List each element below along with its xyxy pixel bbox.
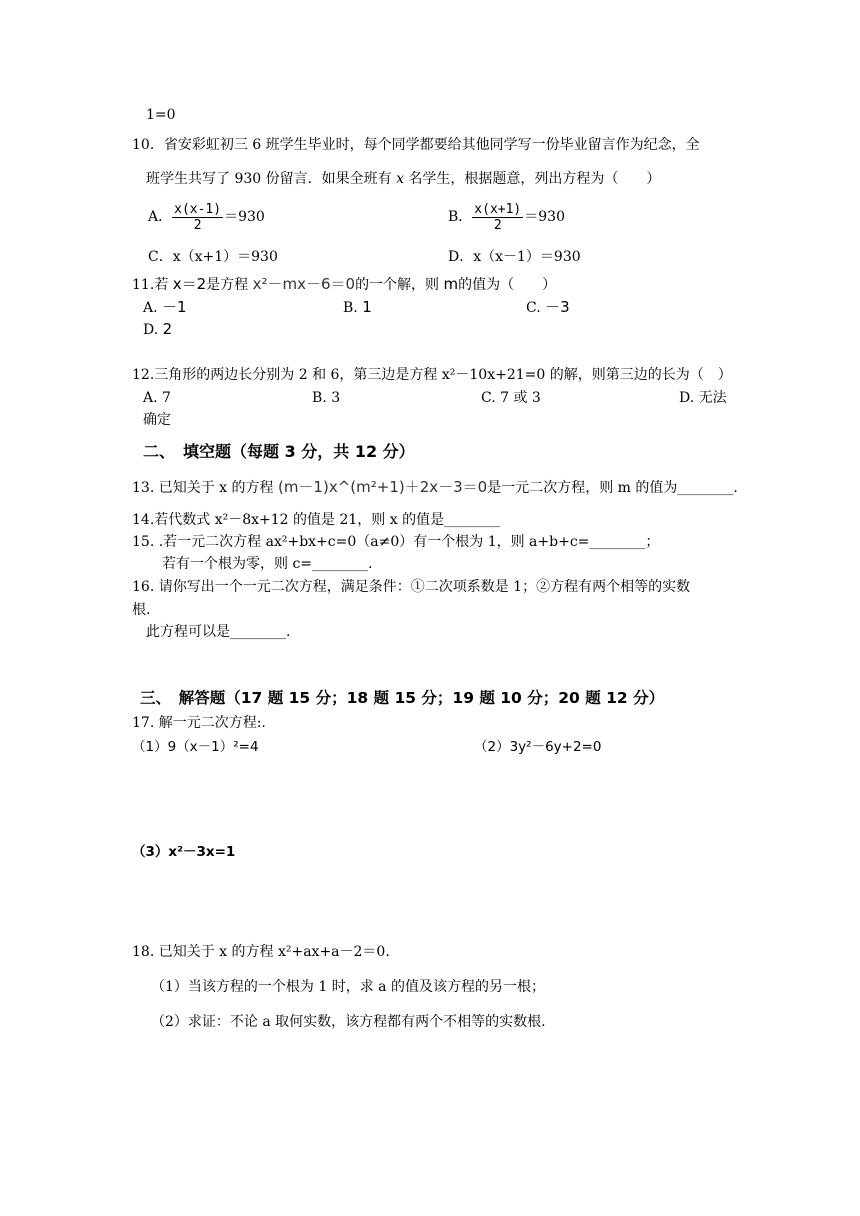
q10-option-b-label: B． (448, 209, 473, 225)
q10-option-b (448, 200, 565, 234)
q11-text-4: 的值为（ ） (458, 277, 557, 293)
section-three-heading: 三、 解答题（17 题 15 分；18 题 15 分；19 题 10 分；20 题 12 分） (140, 689, 665, 707)
q11-text-3: 的一个解，则 (355, 277, 444, 293)
q17-part2: （2）3y²－6y+2=0 (474, 739, 602, 755)
q10-option-c (148, 248, 278, 266)
q11-stem (132, 275, 556, 294)
q14: 14.若代数式 x²－8x+12 的值是 21，则 x 的值是________ (132, 512, 501, 528)
q17-part3: （3）x²－3x=1 (132, 844, 236, 860)
q11-option-d-label: D. (143, 322, 159, 338)
q11-text-2: 是方程 (206, 277, 253, 293)
q16-line2: 根. (132, 602, 151, 618)
q10-stem-text-b: 名学生，根据题意，列出方程为（ ） (403, 171, 661, 187)
q10-option-b-rhs: ＝930 (524, 209, 565, 225)
q11-option-b-value: 1 (362, 298, 372, 316)
q10-option-a (148, 200, 265, 234)
q11-option-a-value: －1 (162, 298, 187, 316)
section-two-heading: 二、 填空题（每题 3 分，共 12 分） (143, 442, 415, 461)
q10-stem-text-a: 班学生共写了 930 份留言．如果全班有 (146, 171, 397, 187)
q10-option-b-denominator: 2 (493, 217, 502, 233)
q12-option-d: D. 无法 (679, 390, 727, 406)
q10-option-d-text: x（x－1）＝930 (473, 249, 581, 265)
q10-stem-line2 (146, 170, 660, 188)
q11-variable: m (443, 275, 459, 293)
q11-text-1: 11.若 (132, 277, 173, 293)
q18-stem: 18. 已知关于 x 的方程 x²+ax+a－2＝0. (132, 944, 390, 960)
q11-equation: x²－mx－6＝0 (252, 275, 356, 293)
q11-option-d (143, 320, 172, 339)
q11-option-c-value: －3 (545, 298, 570, 316)
q12-option-c: C. 7 或 3 (481, 390, 541, 406)
q10-stem-line1: 10．省安彩虹初三 6 班学生毕业时，每个同学都要给其他同学写一份毕业留言作为纪念，全 (132, 137, 700, 153)
q13-text-2: 是一元二次方程，则 m 的值为________. (487, 480, 738, 496)
q10-option-a-denominator: 2 (193, 217, 202, 233)
q16-line1: 16. 请你写出一个一元二次方程，满足条件：①二次项系数是 1；②方程有两个相等的实数 (132, 579, 691, 595)
q10-option-a-label: A． (148, 209, 173, 225)
q12-option-b: B. 3 (312, 390, 341, 406)
q11-option-b (343, 298, 372, 317)
q13-equation: (m－1)x^(m²+1)＋2x－3＝0 (277, 478, 488, 496)
q13 (132, 478, 738, 497)
q10-option-d (448, 248, 581, 266)
q11-option-b-label: B. (343, 300, 358, 316)
q10-option-a-numerator: x(x-1) (174, 201, 222, 217)
q10-option-c-text: x（x+1）＝930 (172, 249, 278, 265)
q10-variable: x (396, 171, 404, 187)
q12-stem: 12.三角形的两边长分别为 2 和 6，第三边是方程 x²－10x+21=0 的解，则第三边的长为（ ） (132, 367, 732, 383)
q11-option-c-label: C. (526, 300, 541, 316)
q10-option-d-label: D． (448, 249, 474, 265)
q18-subquestion-2: （2）求证：不论 a 取何实数，该方程都有两个不相等的实数根. (151, 1014, 546, 1030)
q17-stem: 17. 解一元二次方程:. (132, 715, 266, 731)
q16-line3: 此方程可以是________. (146, 624, 291, 640)
q11-condition: x＝2 (172, 275, 207, 293)
q15-line2: 若有一个根为零，则 c=________. (162, 556, 373, 572)
previous-question-fragment: 1=0 (146, 107, 176, 123)
q11-option-c (526, 298, 570, 317)
q15-line1: 15. .若一元二次方程 ax²+bx+c=0（a≠0）有一个根为 1，则 a+b+c=________； (132, 534, 660, 550)
q10-option-b-numerator: x(x+1) (474, 201, 522, 217)
q12-option-a: A. 7 (143, 390, 171, 406)
q11-option-a (143, 298, 187, 317)
q10-option-a-rhs: ＝930 (224, 209, 265, 225)
q10-option-c-label: C． (148, 249, 173, 265)
q10-option-b-fraction (472, 202, 523, 233)
q18-subquestion-1: （1）当该方程的一个根为 1 时，求 a 的值及该方程的另一根； (151, 979, 545, 995)
q10-option-a-fraction (172, 202, 223, 233)
q17-part1: （1）9（x－1）²=4 (132, 739, 259, 755)
q11-option-d-value: 2 (162, 320, 173, 338)
q11-option-a-label: A. (143, 300, 158, 316)
q12-option-d-continued: 确定 (143, 412, 171, 428)
q13-text-1: 13. 已知关于 x 的方程 (132, 480, 278, 496)
